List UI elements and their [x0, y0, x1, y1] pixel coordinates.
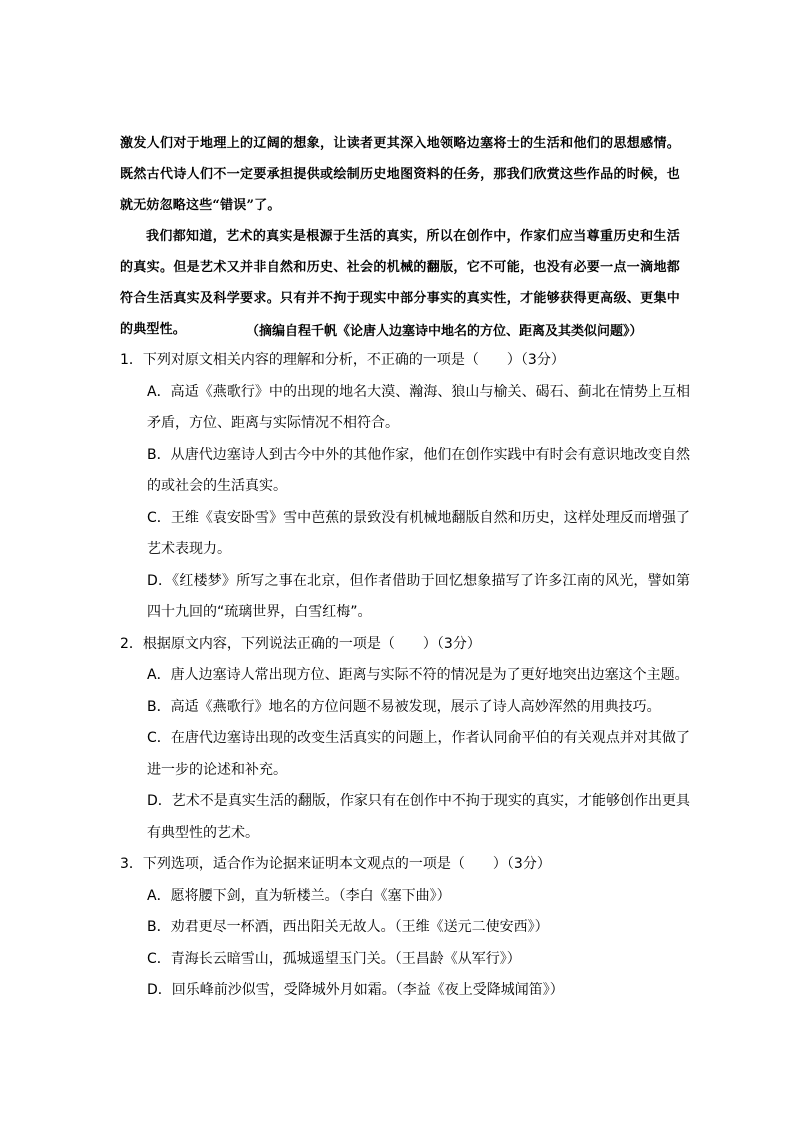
question-2-options: [120, 660, 690, 849]
question-1-stem: 1．下列对原文相关内容的理解和分析，不正确的一项是（ ）（3分）: [120, 352, 565, 368]
question-3: [120, 849, 690, 1007]
question-1-option-d: D．《红楼梦》所写之事在北京，但作者借助于回忆想象描写了许多江南的风光，譬如第四十九回的“琉璃世界，白雪红梅”。: [147, 572, 690, 620]
question-3-option-b: B．劝君更尽一杯酒，西出阳关无故人。（王维《送元二使安西》）: [147, 919, 549, 935]
question-1-option-a: A．高适《燕歌行》中的出现的地名大漠、瀚海、狼山与榆关、碣石、蓟北在情势上互相矛盾，方位、距离与实际情况不相符合。: [147, 383, 690, 431]
question-3-option-a: A．愿将腰下剑，直为斩楼兰。（李白《塞下曲》）: [147, 887, 451, 904]
question-1-options: [120, 377, 690, 629]
question-2-option-a: A．唐人边塞诗人常出现方位、距离与实际不符的情况是为了更好地突出边塞这个主题。: [147, 667, 689, 683]
question-2: [120, 629, 690, 850]
question-2-option-d: D．艺术不是真实生活的翻版，作家只有在创作中不拘于现实的真实，才能够创作出更具有典型性的艺术。: [147, 793, 690, 841]
question-3-stem: 3．下列选项，适合作为论据来证明本文观点的一项是（ ）（3分）: [120, 856, 551, 872]
question-2-stem: 2．根据原文内容，下列说法正确的一项是（ ）（3分）: [120, 635, 481, 652]
question-1-option-c: C．王维《袁安卧雪》雪中芭蕉的景致没有机械地翻版自然和历史，这样处理反而增强了艺术表现力。: [147, 509, 690, 557]
question-1: [120, 345, 690, 629]
passage-paragraph-1: 激发人们对于地理上的辽阔的想象，让读者更其深入地领略边塞将士的生活和他们的思想感情。既然古代诗人们不一定要承担提供或绘制历史地图资料的任务，那我们欣赏这些作品的时候，也就无妨忽略这些“错误”了。: [120, 136, 680, 213]
question-3-option-c: C．青海长云暗雪山，孤城遥望玉门关。（王昌龄《从军行》）: [147, 950, 521, 967]
question-3-options: [120, 881, 690, 1007]
question-1-option-b: B．从唐代边塞诗人到古今中外的其他作家，他们在创作实践中有时会有意识地改变自然的或社会的生活真实。: [147, 446, 690, 494]
question-3-option-d: D．回乐峰前沙似雪，受降城外月如霜。（李益《夜上受降城闻笛》）: [147, 982, 564, 998]
question-2-option-c: C．在唐代边塞诗出现的改变生活真实的问题上，作者认同俞平伯的有关观点并对其做了进一步的论述和补充。: [147, 730, 690, 778]
question-2-option-b: B．高适《燕歌行》地名的方位问题不易被发现，展示了诗人高妙浑然的用典技巧。: [147, 698, 661, 715]
question-list: [120, 345, 690, 1007]
passage: [120, 128, 680, 345]
passage-paragraph-2: 我们都知道，艺术的真实是根源于生活的真实，所以在创作中，作家们应当尊重历史和生活的真实。但是艺术又并非自然和历史、社会的机械的翻版，它不可能，也没有必要一点一滴地都符合生活真实及科学要求。只有并不拘于现实中部分事实的真实性，才能够获得更高级、更集中的典型性。: [120, 229, 680, 337]
passage-source: （摘编自程千帆《论唐人边塞诗中地名的方位、距离及其类似问题》）: [246, 324, 643, 339]
